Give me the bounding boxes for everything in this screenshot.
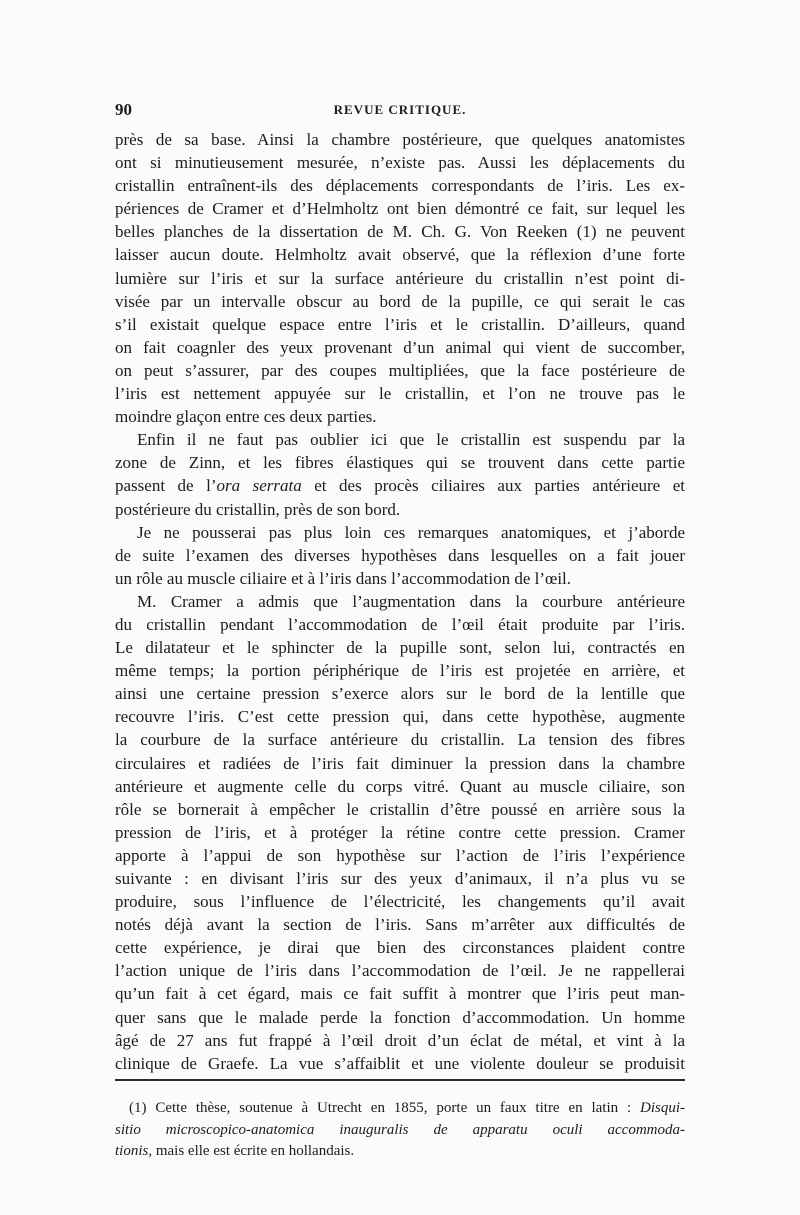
text-line: l’iris est nettement appuyée sur le cristallin, et l’on ne trouve pas le [115, 384, 685, 404]
text-line: suivante : en divisant l’iris sur des yeux d’animaux, il n’a plus vu se [115, 869, 685, 888]
footnote-line: sitio microscopico-anatomica inauguralis de apparatu oculi accommoda- [115, 1121, 685, 1138]
footnote [115, 1098, 685, 1163]
body-text [115, 128, 685, 1075]
text-line: Enfin il ne faut pas oublier ici que le cristallin est suspendu par la [137, 430, 685, 450]
page-header [115, 100, 685, 122]
text-line: antérieure et augmente celle du corps vitré. Quant au muscle ciliaire, son [115, 776, 685, 796]
footnote-divider [115, 1079, 685, 1081]
text-line: notés déjà avant la section de l’iris. Sans m’arrêter aux difficultés de [115, 915, 685, 935]
footnote-line [115, 1141, 685, 1163]
text-line: apporte à l’appui de son hypothèse sur l’action de l’iris l’expérience [115, 845, 685, 865]
footnote-line [115, 1098, 685, 1120]
text-line: Je ne pousserai pas plus loin ces remarques anatomiques, et j’aborde [137, 522, 685, 542]
text-line: M. Cramer a admis que l’augmentation dans la courbure antérieure [137, 591, 685, 611]
text-line: ont si minutieusement mesurée, n’existe pas. Aussi les déplacements du [115, 153, 685, 173]
text-line: un rôle au muscle ciliaire et à l’iris dans l’accommodation de l’œil. [115, 568, 572, 588]
text-line: près de sa base. Ainsi la chambre postérieure, que quelques anatomistes [115, 130, 685, 149]
text-line-ora-serrata [115, 474, 685, 497]
footnote-text: (1) Cette thèse, soutenue à Utrecht en 1855, porte un faux titre en latin : [129, 1100, 640, 1116]
text-line: circulaires et radiées de l’iris fait diminuer la pression dans la chambre [115, 753, 685, 773]
text-line: on fait coagnler des yeux provenant d’un animal qui vient de succomber, [115, 337, 685, 357]
text-line: belles planches de la dissertation de M. Ch. G. Von Reeken (1) ne peuvent [115, 222, 685, 242]
text-line: postérieure du cristallin, près de son bord. [115, 499, 401, 519]
ora-serrata-prefix: passent de l’ [115, 476, 217, 496]
text-line: s’il existait quelque espace entre l’iris et le cristallin. D’ailleurs, quand [115, 314, 685, 334]
ora-serrata-suffix: et des procès ciliaires aux parties antérieure et [301, 476, 685, 496]
text-line: quer sans que le malade perde la fonction d’accommodation. Un homme [115, 1007, 685, 1027]
running-title: REVUE CRITIQUE. [333, 102, 467, 117]
text-line: même temps; la portion périphérique de l’iris est projetée en arrière, et [115, 661, 685, 681]
text-line: clinique de Graefe. La vue s’affaiblit et une violente douleur se produisit [115, 1053, 685, 1073]
text-line: périences de Cramer et d’Helmholtz ont bien démontré ce fait, sur lequel les [115, 199, 685, 219]
ora-serrata-term: ora serrata [216, 476, 302, 496]
text-line: rôle se bornerait à empêcher le cristallin d’être poussé en arrière sous la [115, 799, 685, 819]
text-line: visée par un intervalle obscur au bord de la pupille, ce qui serait le cas [115, 291, 685, 311]
text-line: Le dilatateur et le sphincter de la pupille sont, selon lui, contractés en [115, 638, 685, 658]
text-line: cristallin entraînent-ils des déplacements correspondants de l’iris. Les ex- [115, 176, 685, 196]
text-line: de suite l’examen des diverses hypothèses dans lesquelles on a fait jouer [115, 545, 685, 565]
text-line: laisser aucun doute. Helmholtz avait observé, que la réflexion d’une forte [115, 245, 685, 265]
text-line: pression de l’iris, et à protéger la rétine contre cette pression. Cramer [115, 822, 685, 842]
text-line: lumière sur l’iris et sur la surface antérieure du cristallin n’est point di- [115, 268, 685, 288]
text-line: la courbure de la surface antérieure du cristallin. La tension des fibres [115, 730, 685, 750]
text-line: on peut s’assurer, par des coupes multipliées, que la face postérieure de [115, 360, 685, 380]
text-line: produire, sous l’influence de l’électricité, les changements qu’il avait [115, 892, 685, 912]
text-line: âgé de 27 ans fut frappé à l’œil droit d’un éclat de métal, et vint à la [115, 1030, 685, 1050]
footnote-latin-title-end: tionis [115, 1143, 149, 1159]
page-number: 90 [115, 100, 132, 119]
text-line: zone de Zinn, et les fibres élastiques qui se trouvent dans cette partie [115, 453, 685, 473]
text-line: moindre glaçon entre ces deux parties. [115, 407, 377, 427]
text-line: du cristallin pendant l’accommodation de l’œil était produite par l’iris. [115, 614, 685, 634]
text-line: ainsi une certaine pression s’exerce alors sur le bord de la lentille que [115, 684, 685, 704]
text-line: l’action unique de l’iris dans l’accommodation de l’œil. Je ne rappellerai [115, 961, 685, 981]
text-line: qu’un fait à cet égard, mais ce fait suffit à montrer que l’iris peut man- [115, 984, 685, 1004]
footnote-text: , mais elle est écrite en hollandais. [148, 1143, 355, 1159]
footnote-latin-title: Disqui- [640, 1100, 685, 1116]
text-line: cette expérience, je dirai que bien des circonstances plaident contre [115, 938, 685, 958]
text-line: recouvre l’iris. C’est cette pression qui, dans cette hypothèse, augmente [115, 707, 685, 727]
